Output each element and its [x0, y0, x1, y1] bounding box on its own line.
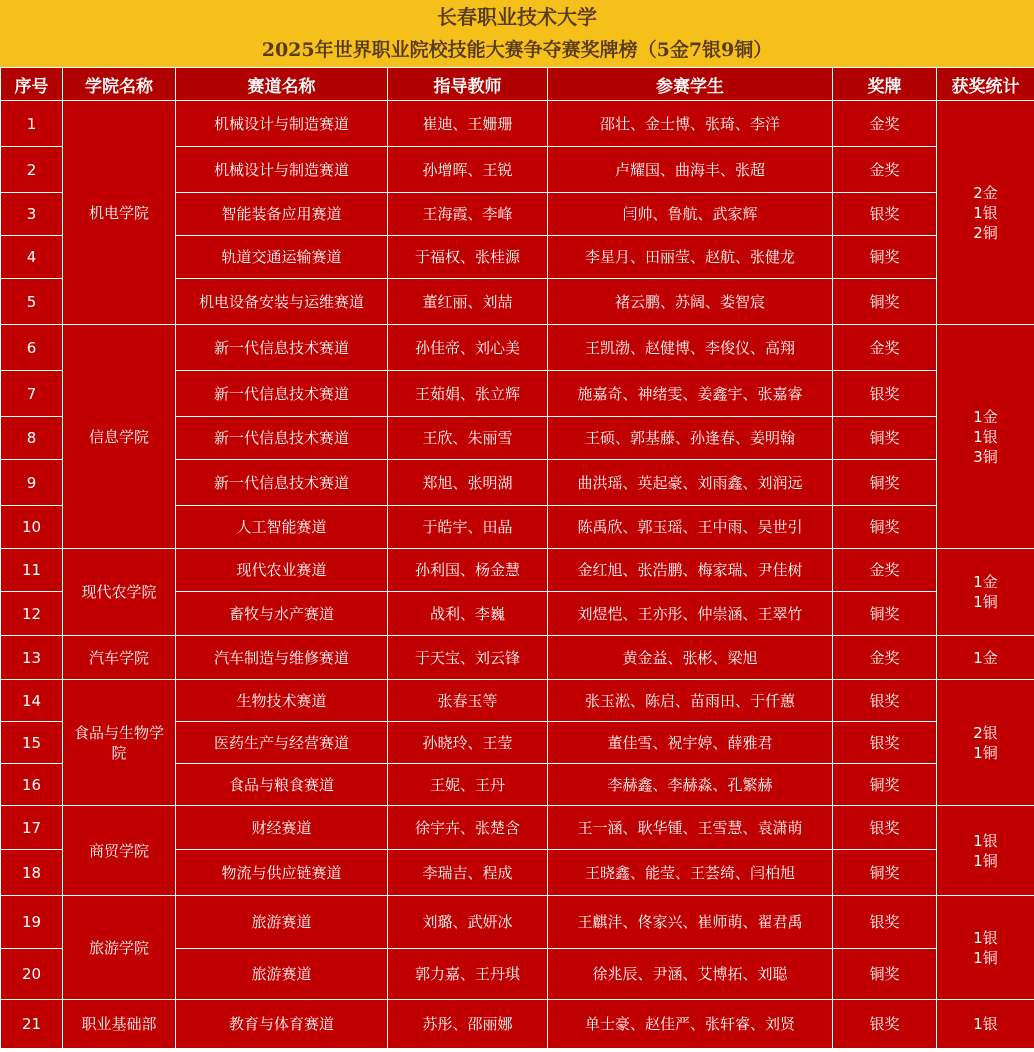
row-number: 12: [1, 592, 63, 636]
table-row: [1, 1000, 1034, 1049]
students: 王晓鑫、能莹、王荟绮、闫柏旭: [548, 850, 833, 896]
table-row: [1, 680, 1034, 722]
college-name: 商贸学院: [63, 806, 176, 896]
students: 刘煜恺、王亦彤、仲崇涵、王翠竹: [548, 592, 833, 636]
track-name: 新一代信息技术赛道: [176, 417, 388, 460]
college-name: 现代农学院: [63, 549, 176, 636]
college-name: 汽车学院: [63, 636, 176, 680]
row-number: 14: [1, 680, 63, 722]
students: 王凯渤、赵健博、李俊仪、高翔: [548, 325, 833, 371]
row-number: 16: [1, 764, 63, 806]
students: 邵壮、金士博、张琦、李洋: [548, 101, 833, 147]
students: 陈禹欣、郭玉瑶、王中雨、吴世引: [548, 506, 833, 549]
track-name: 轨道交通运输赛道: [176, 236, 388, 279]
track-name: 生物技术赛道: [176, 680, 388, 722]
table-row: [1, 101, 1034, 147]
students: 褚云鹏、苏阔、娄智宸: [548, 279, 833, 325]
table-row: [1, 806, 1034, 850]
college-name: 机电学院: [63, 101, 176, 325]
track-name: 机械设计与制造赛道: [176, 101, 388, 147]
medal: 银奖: [833, 806, 937, 850]
teachers: 王妮、王丹: [388, 764, 548, 806]
students: 张玉淞、陈启、苗雨田、于仟蕙: [548, 680, 833, 722]
medal: 金奖: [833, 147, 937, 193]
medal: 银奖: [833, 1000, 937, 1049]
students: 王硕、郭基藤、孙逢春、姜明翰: [548, 417, 833, 460]
medal-tally: 1金 1银 3铜: [937, 325, 1034, 549]
teachers: 郑旭、张明湖: [388, 460, 548, 506]
track-name: 汽车制造与维修赛道: [176, 636, 388, 680]
row-number: 20: [1, 949, 63, 1000]
track-name: 机械设计与制造赛道: [176, 147, 388, 193]
college-name: 信息学院: [63, 325, 176, 549]
teachers: 徐宇卉、张楚含: [388, 806, 548, 850]
medal: 铜奖: [833, 850, 937, 896]
teachers: 于福权、张桂源: [388, 236, 548, 279]
medal: 铜奖: [833, 236, 937, 279]
medal: 金奖: [833, 549, 937, 592]
teachers: 张春玉等: [388, 680, 548, 722]
row-number: 2: [1, 147, 63, 193]
teachers: 崔迪、王姗珊: [388, 101, 548, 147]
medal: 铜奖: [833, 417, 937, 460]
header-teachers: 指导教师: [388, 68, 548, 101]
teachers: 苏彤、邵丽娜: [388, 1000, 548, 1049]
row-number: 18: [1, 850, 63, 896]
students: 王一涵、耿华锺、王雪慧、袁潇萌: [548, 806, 833, 850]
medal: 金奖: [833, 101, 937, 147]
medal: 银奖: [833, 680, 937, 722]
medal: 铜奖: [833, 949, 937, 1000]
medal: 银奖: [833, 193, 937, 236]
teachers: 王海霞、李峰: [388, 193, 548, 236]
students: 徐兆辰、尹涵、艾博拓、刘聪: [548, 949, 833, 1000]
students: 卢耀国、曲海丰、张超: [548, 147, 833, 193]
header-row: [1, 68, 1034, 101]
medal: 金奖: [833, 636, 937, 680]
college-name: 食品与生物学院: [63, 680, 176, 806]
medal: 银奖: [833, 722, 937, 764]
teachers: 孙佳帝、刘心美: [388, 325, 548, 371]
students: 曲洪瑶、英起豪、刘雨鑫、刘润远: [548, 460, 833, 506]
table-row: [1, 549, 1034, 592]
students: 闫帅、鲁航、武家辉: [548, 193, 833, 236]
header-no: 序号: [1, 68, 63, 101]
row-number: 10: [1, 506, 63, 549]
track-name: 现代农业赛道: [176, 549, 388, 592]
medal-table: [0, 67, 1034, 1049]
header-students: 参赛学生: [548, 68, 833, 101]
track-name: 旅游赛道: [176, 949, 388, 1000]
header-medal: 奖牌: [833, 68, 937, 101]
teachers: 孙利国、杨金慧: [388, 549, 548, 592]
medal-tally: 1银 1铜: [937, 806, 1034, 896]
row-number: 7: [1, 371, 63, 417]
students: 单士豪、赵佳严、张轩睿、刘贤: [548, 1000, 833, 1049]
track-name: 教育与体育赛道: [176, 1000, 388, 1049]
row-number: 3: [1, 193, 63, 236]
medal-tally: 1金: [937, 636, 1034, 680]
medal: 铜奖: [833, 764, 937, 806]
students: 施嘉奇、神绪雯、姜鑫宇、张嘉睿: [548, 371, 833, 417]
students: 董佳雪、祝宇婷、薛雅君: [548, 722, 833, 764]
college-name: 职业基础部: [63, 1000, 176, 1049]
row-number: 13: [1, 636, 63, 680]
track-name: 新一代信息技术赛道: [176, 371, 388, 417]
header-college: 学院名称: [63, 68, 176, 101]
row-number: 17: [1, 806, 63, 850]
teachers: 李瑞吉、程成: [388, 850, 548, 896]
track-name: 机电设备安装与运维赛道: [176, 279, 388, 325]
students: 李赫鑫、李赫淼、孔繁赫: [548, 764, 833, 806]
table-row: [1, 325, 1034, 371]
row-number: 21: [1, 1000, 63, 1049]
medal: 金奖: [833, 325, 937, 371]
track-name: 人工智能赛道: [176, 506, 388, 549]
medal-tally: 1银: [937, 1000, 1034, 1049]
university-title: 长春职业技术大学: [437, 5, 597, 29]
track-name: 物流与供应链赛道: [176, 850, 388, 896]
medal-tally: 2金 1银 2铜: [937, 101, 1034, 325]
students: 王麒沣、佟家兴、崔师萌、翟君禹: [548, 896, 833, 949]
medal-tally: 2银 1铜: [937, 680, 1034, 806]
teachers: 孙晓玲、王莹: [388, 722, 548, 764]
row-number: 6: [1, 325, 63, 371]
row-number: 4: [1, 236, 63, 279]
row-number: 5: [1, 279, 63, 325]
teachers: 董红丽、刘喆: [388, 279, 548, 325]
medal: 银奖: [833, 371, 937, 417]
medal: 铜奖: [833, 460, 937, 506]
medal: 铜奖: [833, 592, 937, 636]
medal-tally: 1金 1铜: [937, 549, 1034, 636]
college-name: 旅游学院: [63, 896, 176, 1000]
track-name: 新一代信息技术赛道: [176, 460, 388, 506]
track-name: 食品与粮食赛道: [176, 764, 388, 806]
title-banner: [0, 0, 1034, 68]
table-body: [1, 101, 1034, 1049]
teachers: 于天宝、刘云锋: [388, 636, 548, 680]
row-number: 15: [1, 722, 63, 764]
header-track: 赛道名称: [176, 68, 388, 101]
medal: 银奖: [833, 896, 937, 949]
teachers: 战利、李巍: [388, 592, 548, 636]
students: 金红旭、张浩鹏、梅家瑞、尹佳树: [548, 549, 833, 592]
teachers: 刘璐、武妍冰: [388, 896, 548, 949]
track-name: 旅游赛道: [176, 896, 388, 949]
students: 李星月、田丽莹、赵航、张健龙: [548, 236, 833, 279]
row-number: 8: [1, 417, 63, 460]
row-number: 1: [1, 101, 63, 147]
header-tally: 获奖统计: [937, 68, 1034, 101]
medal-tally: 1银 1铜: [937, 896, 1034, 1000]
row-number: 19: [1, 896, 63, 949]
row-number: 9: [1, 460, 63, 506]
track-name: 新一代信息技术赛道: [176, 325, 388, 371]
teachers: 王欣、朱丽雪: [388, 417, 548, 460]
track-name: 财经赛道: [176, 806, 388, 850]
teachers: 孙增晖、王锐: [388, 147, 548, 193]
teachers: 于皓宇、田晶: [388, 506, 548, 549]
track-name: 畜牧与水产赛道: [176, 592, 388, 636]
medal: 铜奖: [833, 506, 937, 549]
teachers: 郭力嘉、王丹琪: [388, 949, 548, 1000]
table-row: [1, 636, 1034, 680]
row-number: 11: [1, 549, 63, 592]
track-name: 医药生产与经营赛道: [176, 722, 388, 764]
track-name: 智能装备应用赛道: [176, 193, 388, 236]
medal: 铜奖: [833, 279, 937, 325]
table-row: [1, 896, 1034, 949]
teachers: 王茹娟、张立辉: [388, 371, 548, 417]
medal-table-title: 2025年世界职业院校技能大赛争夺赛奖牌榜（5金7银9铜）: [261, 39, 773, 61]
students: 黄金益、张彬、梁旭: [548, 636, 833, 680]
